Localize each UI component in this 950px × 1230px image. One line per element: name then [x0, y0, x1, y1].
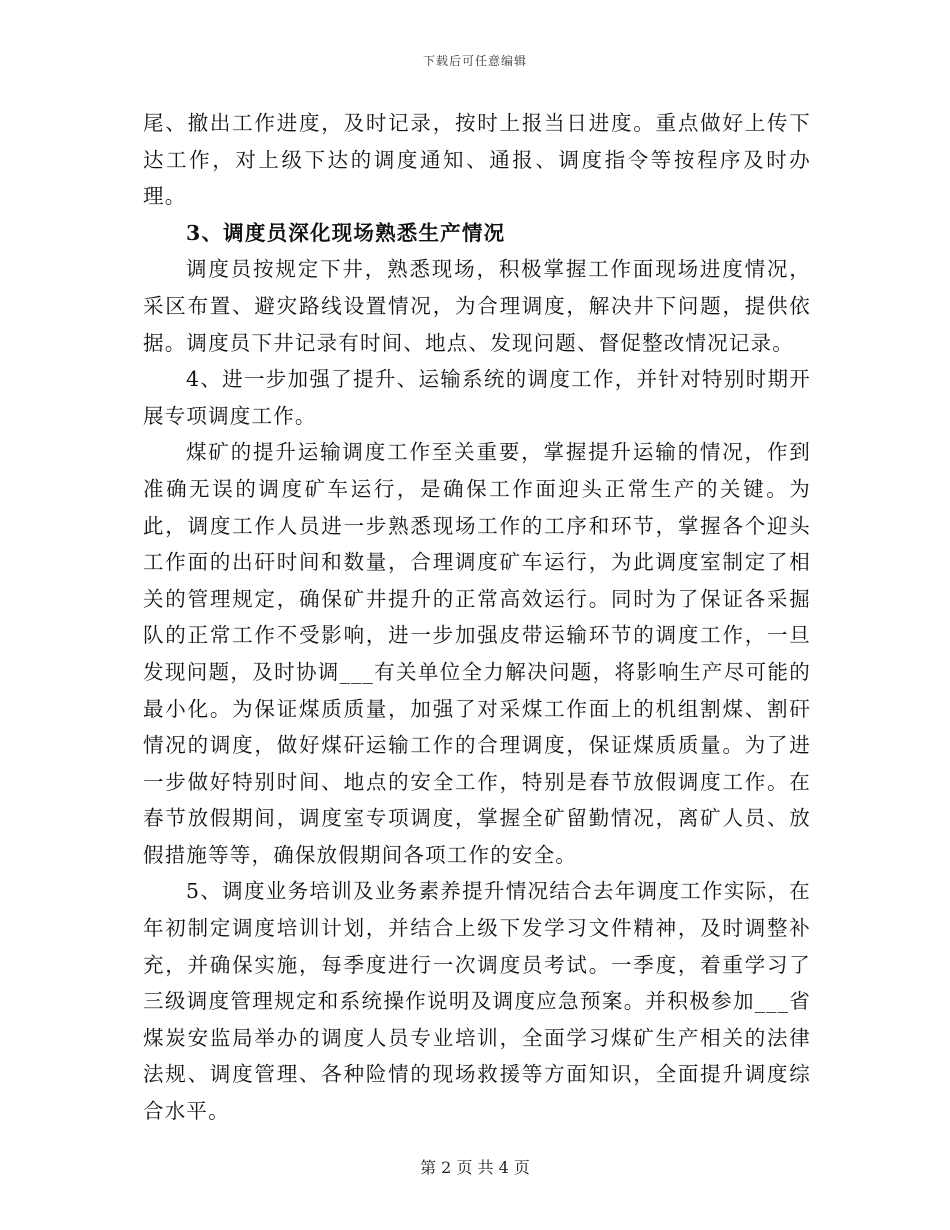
paragraph-item-4: 4、进一步加强了提升、运输系统的调度工作，并针对特别时期开展专项调度工作。 [143, 367, 811, 428]
section-heading: 3、调度员深化现场熟悉生产情况 [186, 220, 506, 245]
page-footer: 第 2 页 共 4 页 [420, 1158, 530, 1177]
page-header: 下载后可任意编辑 [422, 54, 527, 68]
paragraph-site-inspection: 调度员按规定下井，熟悉现场，积极掌握工作面现场进度情况，采区布置、避灾路线设置情况，为合理调度，解决井下问题，提供依据。调度员下井记录有时间、地点、发现问题、督促整改情况记录。 [143, 257, 811, 355]
paragraph-continuation: 尾、撤出工作进度，及时记录，按时上报当日进度。重点做好上传下达工作，对上级下达的调度通知、通报、调度指令等按程序及时办理。 [143, 111, 811, 209]
paragraph-item-5: 5、调度业务培训及业务素养提升情况结合去年调度工作实际，在年初制定调度培训计划，并结合上级下发学习文件精神，及时调整补充，并确保实施，每季度进行一次调度员考试。一季度，着重学习了三级调度管理规定和系统操作说明及调度应急预案。并积极参加___省煤炭安监局举办的调度人员专业培训，全面学习煤矿生产相关的法律法规、调度管理、各种险情的现场救援等方面知识，全面提升调度综合水平。 [143, 879, 811, 1124]
paragraph-transport-dispatch: 煤矿的提升运输调度工作至关重要，掌握提升运输的情况，作到准确无误的调度矿车运行，是确保工作面迎头正常生产的关键。为此，调度工作人员进一步熟悉现场工作的工序和环节，掌握各个迎头工作面的出矸时间和数量，合理调度矿车运行，为此调度室制定了相关的管理规定，确保矿井提升的正常高效运行。同时为了保证各采掘队的正常工作不受影响，进一步加强皮带运输环节的调度工作，一旦发现问题，及时协调___有关单位全力解决问题，将影响生产尽可能的最小化。为保证煤质质量，加强了对采煤工作面上的机组割煤、割矸情况的调度，做好煤矸运输工作的合理调度，保证煤质质量。为了进一步做好特别时间、地点的安全工作，特别是春节放假调度工作。在春节放假期间，调度室专项调度，掌握全矿留勤情况，离矿人员、放假措施等等，确保放假期间各项工作的安全。 [143, 440, 811, 867]
document-body [143, 105, 811, 1130]
